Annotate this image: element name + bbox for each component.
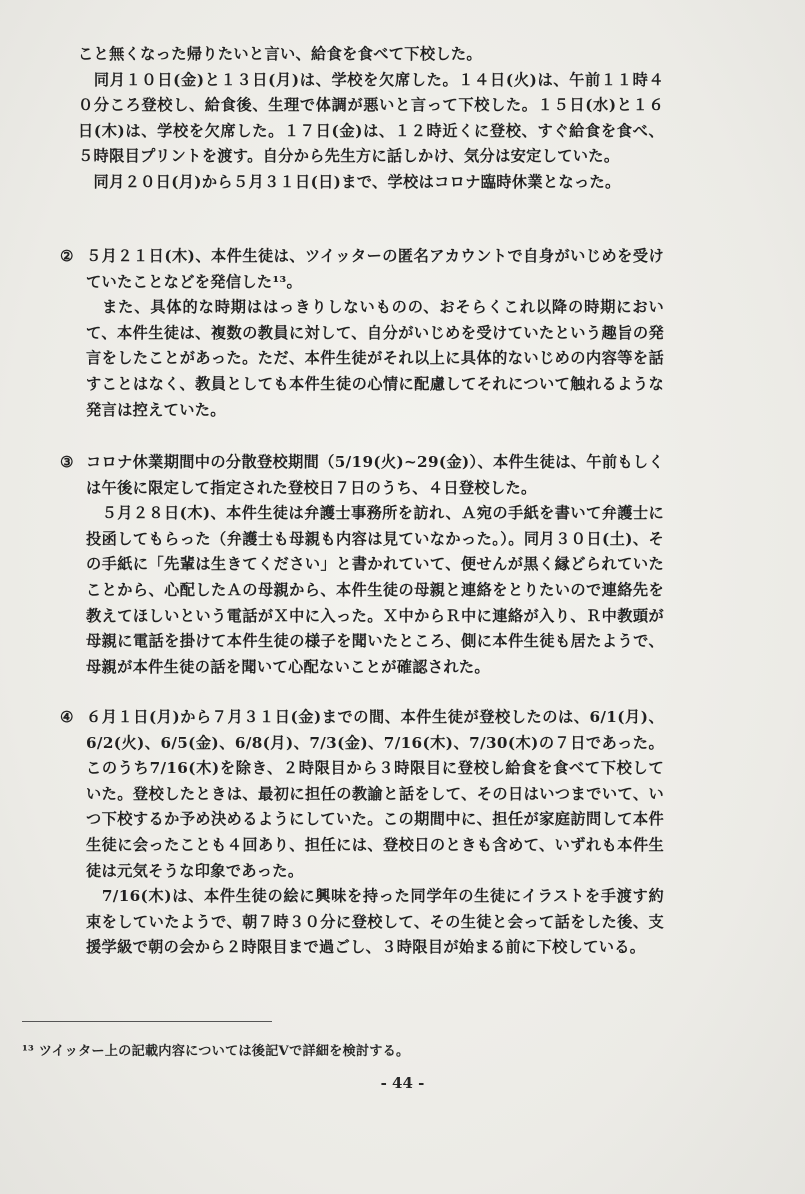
list-item-2 [60, 244, 664, 424]
paragraph-2: 同月１０日(金)と１３日(月)は、学校を欠席した。１４日(火)は、午前１１時４０分ころ登校し、給食後、生理で体調が悪いと言って下校した。１５日(水)と１６日(木)は、学校を欠席した。１７日(金)は、１２時近くに登校、すぐ給食を食べ、５時限目プリントを渡す。自分から先生方に話しかけ、気分は安定していた。 [78, 70, 664, 166]
paragraph-3: 同月２０日(月)から５月３１日(日)まで、学校はコロナ臨時休業となった。 [78, 172, 621, 191]
page-number: - 44 - [380, 1074, 425, 1092]
item-body [86, 705, 664, 961]
item-paragraph: ６月１日(月)から７月３１日(金)までの間、本件生徒が登校したのは、6/1(月)、6/2(火)、6/5(金)、6/8(月)、7/3(金)、7/16(木)、7/30(木)の７日であった。このうち7/16(木)を除き、２時限目から３時限目に登校し給食を食べて下校していた。登校したときは、最初に担任の教諭と話をして、その日はいつまでいて、いつ下校するか予め決めるようにしていた。この期間中に、担任が家庭訪問して本件生徒に会ったことも４回あり、担任には、登校日のときも含めて、いずれも本件生徒は元気そうな印象であった。 [86, 708, 664, 880]
item-paragraph: また、具体的な時期ははっきりしないものの、おそらくこれ以降の時期において、本件生徒は、複数の教員に対して、自分がいじめを受けていたという趣旨の発言をしたことがあった。ただ、本件生徒がそれ以上に具体的ないじめの内容等を話すことはなく、教員としても本件生徒の心情に配慮してそれについて触れるような発言は控えていた。 [86, 298, 664, 419]
item-body [86, 244, 664, 423]
item-paragraph: 7/16(木)は、本件生徒の絵に興味を持った同学年の生徒にイラストを手渡す約束をしていたようで、朝７時３０分に登校して、その生徒と会って話をした後、支援学級で朝の会から２時限目まで過ごし、３時限目が始まる前に下校している。 [86, 887, 664, 957]
list-item-3 [60, 450, 664, 700]
opening-paragraphs [78, 42, 664, 196]
footnote-separator [22, 1021, 272, 1022]
footnote: ¹³ ツイッター上の記載内容については後記Ⅴで詳細を検討する。 [22, 1044, 410, 1059]
item-paragraph: ５月２１日(木)、本件生徒は、ツイッターの匿名アカウントで自身がいじめを受けていたことなどを発信した¹³。 [86, 247, 664, 291]
item-marker: ② [60, 247, 74, 265]
item-paragraph: コロナ休業期間中の分散登校期間（5/19(火)~29(金)）、本件生徒は、午前もしくは午後に限定して指定された登校日７日のうち、４日登校した。 [86, 453, 664, 497]
item-marker: ③ [60, 453, 74, 471]
item-marker: ④ [60, 708, 74, 726]
paragraph-1: こと無くなった帰りたいと言い、給食を食べて下校した。 [78, 45, 482, 63]
list-item-4 [60, 705, 664, 1005]
item-paragraph: ５月２８日(木)、本件生徒は弁護士事務所を訪れ、Ａ宛の手紙を書いて弁護士に投函してもらった（弁護士も母親も内容は見ていなかった。）。同月３０日(土)、その手紙に「先輩は生きてください」と書かれていて、便せんが黒く縁どられていたことから、心配したＡの母親から、本件生徒の母親と連絡をとりたいので連絡先を教えてほしいという電話がＸ中に入った。Ｘ中からＲ中に連絡が入り、Ｒ中教頭が母親に電話を掛けて本件生徒の様子を聞いたところ、側に本件生徒も居たようで、母親が本件生徒の話を聞いて心配ないことが確認された。 [86, 504, 664, 676]
item-body [86, 450, 664, 680]
